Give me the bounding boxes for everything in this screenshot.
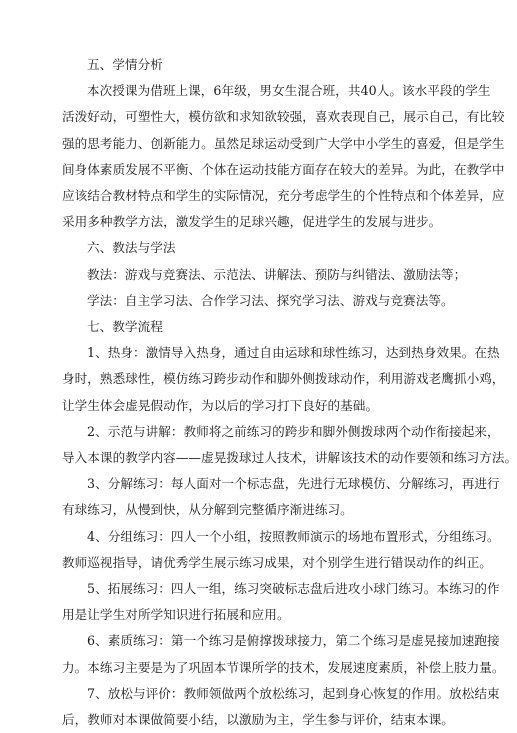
text-line: 间身体素质发展不平衡、个体在运动技能方面存在较大的差异。为此，在教学中 bbox=[62, 161, 505, 177]
text-line: 应该结合教材特点和学生的实际情况，充分考虑学生的个性特点和个体差异，应 bbox=[62, 188, 505, 204]
text-line: 强的思考能力、创新能力。虽然足球运动受到广大学中小学生的喜爱，但是学生 bbox=[62, 135, 505, 151]
text-line: 采用多种教学方法，激发学生的足球兴趣，促进学生的发展与进步。 bbox=[62, 214, 442, 230]
text-line: 教师巡视指导，请优秀学生展示练习成果，对个别学生进行错误动作的纠正。 bbox=[62, 554, 492, 570]
text-line: 身时，熟悉球性，模仿练习跨步动作和脚外侧拨球动作，利用游戏老鹰抓小鸡， bbox=[62, 371, 505, 387]
text-line: 让学生体会虚晃假动作，为以后的学习打下良好的基础。 bbox=[62, 397, 379, 413]
text-line: 有球练习，从慢到快，从分解到完整循序渐进练习。 bbox=[62, 502, 353, 518]
text-line: 后，教师对本课做简要小结，以激励为主，学生参与评价，结束本课。 bbox=[62, 712, 454, 728]
text-line: 2、示范与讲解：教师将之前练习的跨步和脚外侧拨球两个动作衔接起来， bbox=[87, 423, 500, 439]
text-line: 七、教学流程 bbox=[87, 319, 163, 335]
text-line: 六、教法与学法 bbox=[87, 240, 176, 256]
text-line: 五、学情分析 bbox=[87, 57, 163, 72]
text-line: 6、素质练习：第一个练习是俯撑拨球接力，第二个练习是虚晃接加速跑接 bbox=[87, 633, 500, 649]
text-line: 活泼好动，可塑性大，模仿欲和求知欲较强，喜欢表现自己，展示自己，有比较 bbox=[62, 109, 505, 125]
text-line: 本次授课为借班上课，6年级，男女生混合班，共40人。该水平段的学生 bbox=[87, 83, 491, 99]
text-line: 导入本课的教学内容——虚晃拨球过人技术，讲解该技术的动作要领和练习方法。 bbox=[62, 450, 517, 466]
text-line: 5、拓展练习：四人一组，练习突破标志盘后进攻小球门练习。本练习的作 bbox=[87, 581, 500, 597]
text-line: 学法：自主学习法、合作学习法、探究学习法、游戏与竞赛法等。 bbox=[87, 292, 454, 308]
text-line: 3、分解练习：每人面对一个标志盘，先进行无球模仿、分解练习，再进行 bbox=[87, 476, 500, 492]
text-line: 力。本练习主要是为了巩固本节课所学的技术，发展速度素质，补偿上肢力量。 bbox=[62, 659, 505, 675]
text-line: 4、分组练习：四人一个小组，按照教师演示的场地布置形式，分组练习。 bbox=[87, 528, 500, 544]
text-line: 1、热身：激情导入热身，通过自由运球和球性练习，达到热身效果。在热 bbox=[87, 345, 500, 361]
text-line: 教法：游戏与竞赛法、示范法、讲解法、预防与纠错法、激励法等； bbox=[87, 266, 467, 282]
text-line: 7、放松与评价：教师领做两个放松练习，起到身心恢复的作用。放松结束 bbox=[87, 685, 500, 701]
text-line: 用是让学生对所学知识进行拓展和应用。 bbox=[62, 607, 290, 623]
